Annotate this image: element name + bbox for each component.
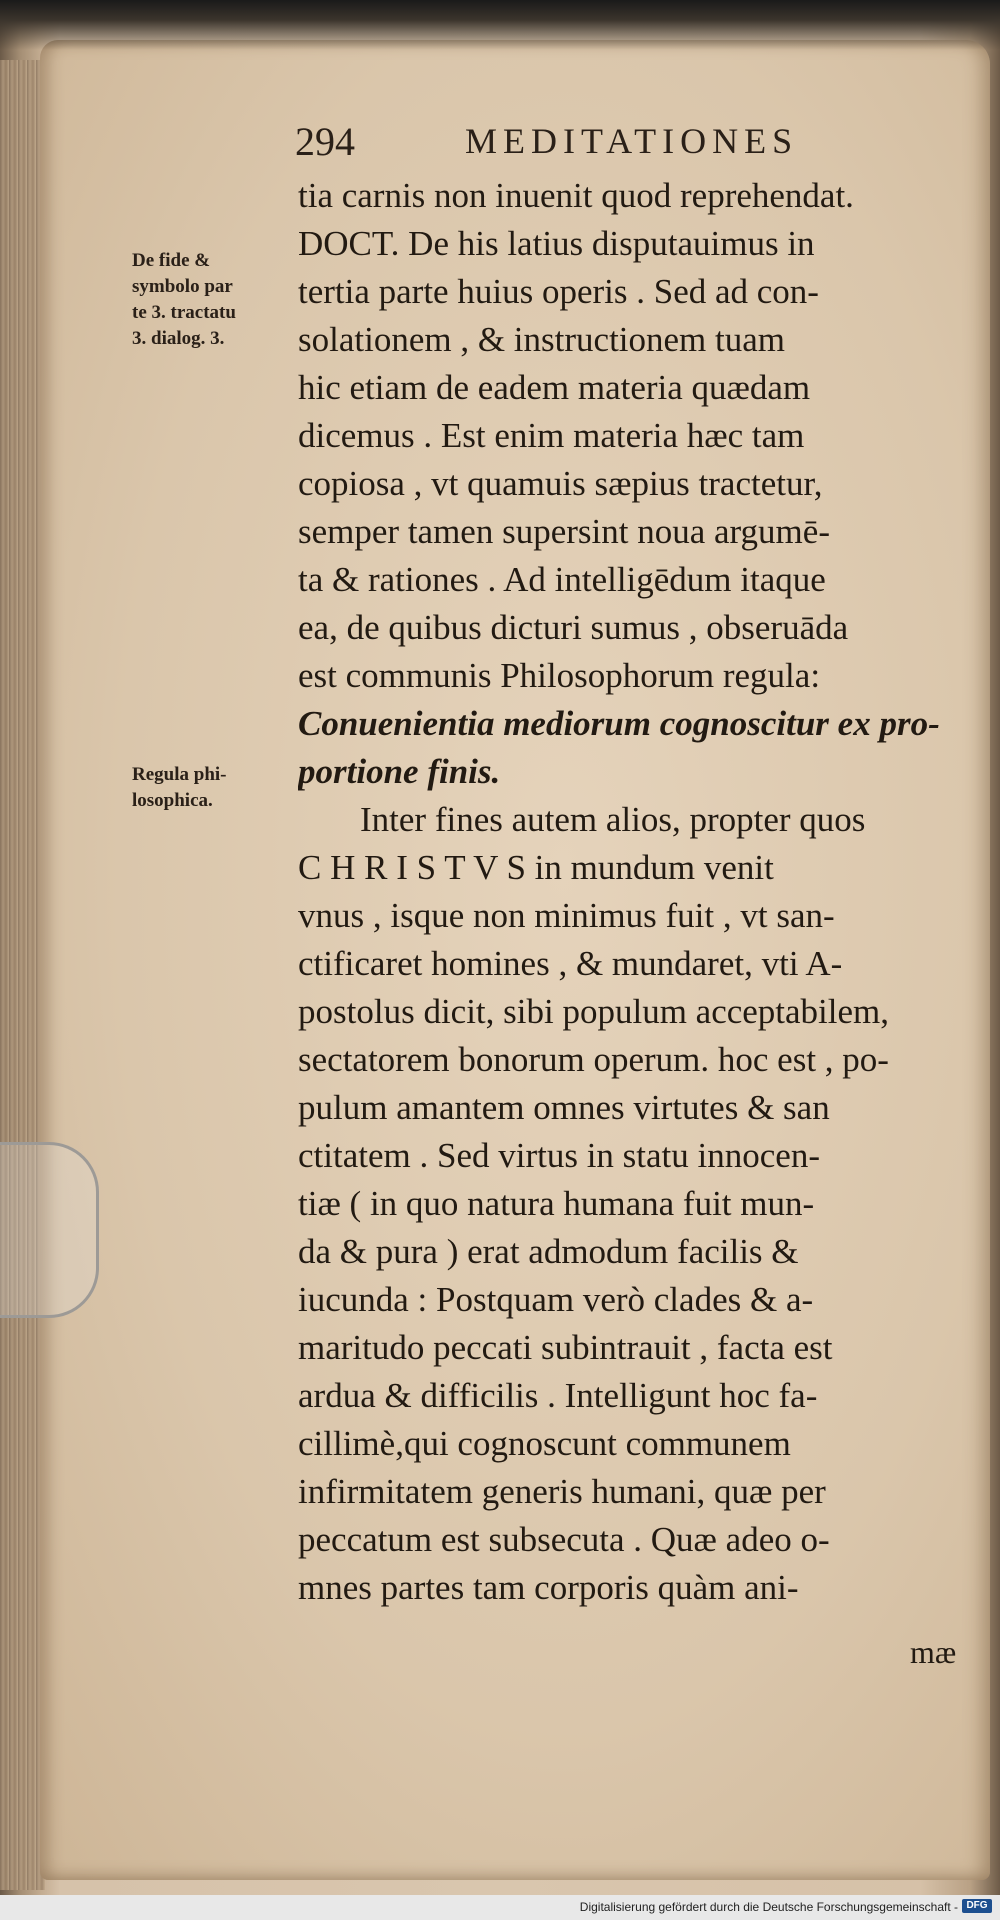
text-line: iucunda : Postquam verò clades & a- [298, 1280, 814, 1319]
page-number: 294 [295, 119, 355, 164]
text-line: infirmitatem generis humani, quæ per [298, 1472, 826, 1511]
page-header [295, 118, 895, 178]
text-line: ardua & difficilis . Intelligunt hoc fa- [298, 1376, 818, 1415]
margin-note-line: 3. dialog. 3. [132, 328, 225, 349]
text-line: semper tamen supersint noua argumē- [298, 512, 830, 551]
text-line: vnus , isque non minimus fuit , vt san- [298, 896, 835, 935]
text-line: ctificaret homines , & mundaret, vti A- [298, 944, 843, 983]
text-line: mnes partes tam corporis quàm ani- [298, 1568, 799, 1607]
text-line: ea, de quibus dicturi sumus , obseruāda [298, 608, 849, 647]
text-line: ctitatem . Sed virtus in statu innocen- [298, 1136, 820, 1175]
margin-note-line: symbolo par [132, 276, 233, 297]
text-line-italic: Conuenientia mediorum cognoscitur ex pro- [298, 704, 940, 743]
book-page-edges [0, 60, 45, 1890]
margin-note-regula [132, 762, 304, 814]
text-line: postolus dicit, sibi populum acceptabilem, [298, 992, 890, 1031]
margin-note-line: te 3. tractatu [132, 302, 236, 323]
text-line: ta & rationes . Ad intelligēdum itaque [298, 560, 826, 599]
text-line: C H R I S T V S in mundum venit [298, 848, 774, 887]
text-line-italic: portione finis. [298, 752, 501, 791]
text-line: peccatum est subsecuta . Quæ adeo o- [298, 1520, 830, 1559]
text-line: tertia parte huius operis . Sed ad con- [298, 272, 819, 311]
page-clip [0, 1142, 99, 1318]
text-line-indented: Inter fines autem alios, propter quos [360, 800, 866, 839]
text-line: pulum amantem omnes virtutes & san [298, 1088, 830, 1127]
text-line: maritudo peccati subintrauit , facta est [298, 1328, 833, 1367]
margin-note-de-fide [132, 248, 304, 352]
text-line: hic etiam de eadem materia quædam [298, 368, 811, 407]
text-line: sectatorem bonorum operum. hoc est , po- [298, 1040, 889, 1079]
text-line: cillimè,qui cognoscunt communem [298, 1424, 791, 1463]
catchword: mæ [910, 1634, 957, 1670]
margin-note-line: De fide & [132, 250, 211, 271]
text-line: solationem , & instructionem tuam [298, 320, 786, 359]
margin-note-line: losophica. [132, 790, 213, 811]
text-line: est communis Philosophorum regula: [298, 656, 821, 695]
text-line: copiosa , vt quamuis sæpius tractetur, [298, 464, 823, 503]
body-text [298, 172, 978, 1612]
top-shadow [0, 0, 1000, 50]
text-line: tiæ ( in quo natura humana fuit mun- [298, 1184, 815, 1223]
margin-note-line: Regula phi- [132, 764, 227, 785]
footer-credit: Digitalisierung gefördert durch die Deutsche Forschungsgemeinschaft - [579, 1900, 958, 1914]
dfg-logo-icon[interactable]: DFG [962, 1899, 992, 1913]
text-line: tia carnis non inuenit quod reprehendat. [298, 176, 854, 215]
running-title: MEDITATIONES [465, 121, 799, 161]
text-line: DOCT. De his latius disputauimus in [298, 224, 815, 263]
text-line: da & pura ) erat admodum facilis & [298, 1232, 799, 1271]
text-line: dicemus . Est enim materia hæc tam [298, 416, 805, 455]
